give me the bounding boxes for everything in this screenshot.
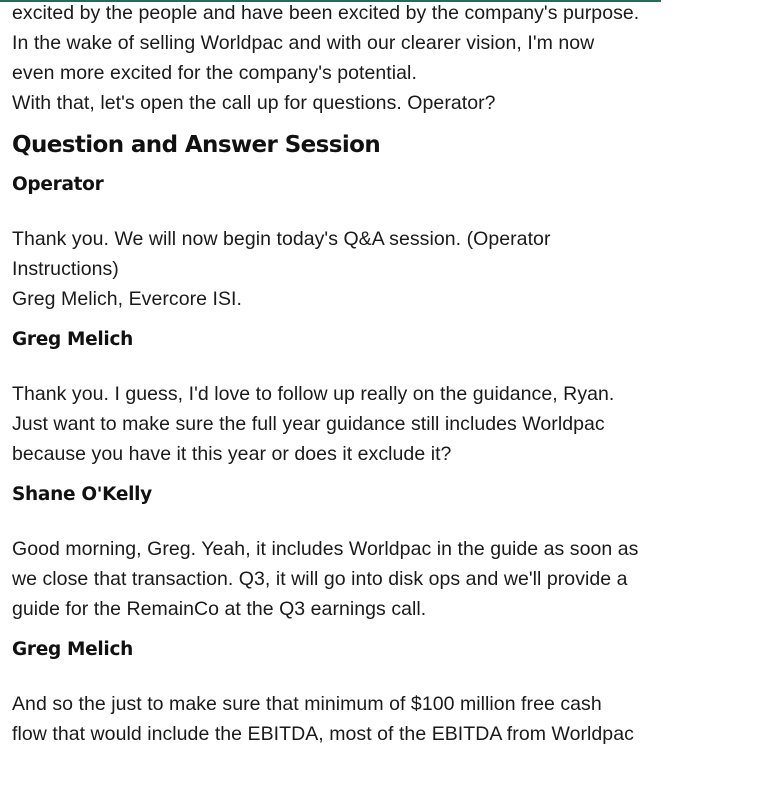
speaker-remarks: Thank you. We will now begin today's Q&A session. (Operator Instructions) Greg Melich, Evercore ISI. <box>12 228 551 310</box>
speaker-remarks: Good morning, Greg. Yeah, it includes Worldpac in the guide as soon as we close that transaction. Q3, it will go into disk ops and we'll provide a guide for the RemainCo at the Q3 earnings call. <box>12 538 639 620</box>
intro-line: even more excited for the company's potential. <box>12 62 417 84</box>
speaker-name: Operator <box>12 174 104 195</box>
intro-line: In the wake of selling Worldpac and with our clearer vision, I'm now <box>12 32 595 54</box>
speaker-remarks: Thank you. I guess, I'd love to follow up really on the guidance, Ryan. Just want to make sure the full year guidance still includes Worldpac because you have it this year or does it exclude it? <box>12 383 615 465</box>
speaker-name: Greg Melich <box>12 329 134 350</box>
intro-line: excited by the people and have been excited by the company's purpose. <box>12 2 640 24</box>
speaker-remarks: And so the just to make sure that minimum of $100 million free cash flow that would include the EBITDA, most of the EBITDA from Worldpac <box>12 693 634 745</box>
speaker-name: Shane O'Kelly <box>12 484 152 505</box>
speaker-name: Greg Melich <box>12 639 134 660</box>
section-heading: Question and Answer Session <box>12 132 381 158</box>
transcript-content <box>12 0 664 749</box>
intro-line: With that, let's open the call up for questions. Operator? <box>12 92 496 114</box>
intro-paragraph <box>12 0 664 118</box>
